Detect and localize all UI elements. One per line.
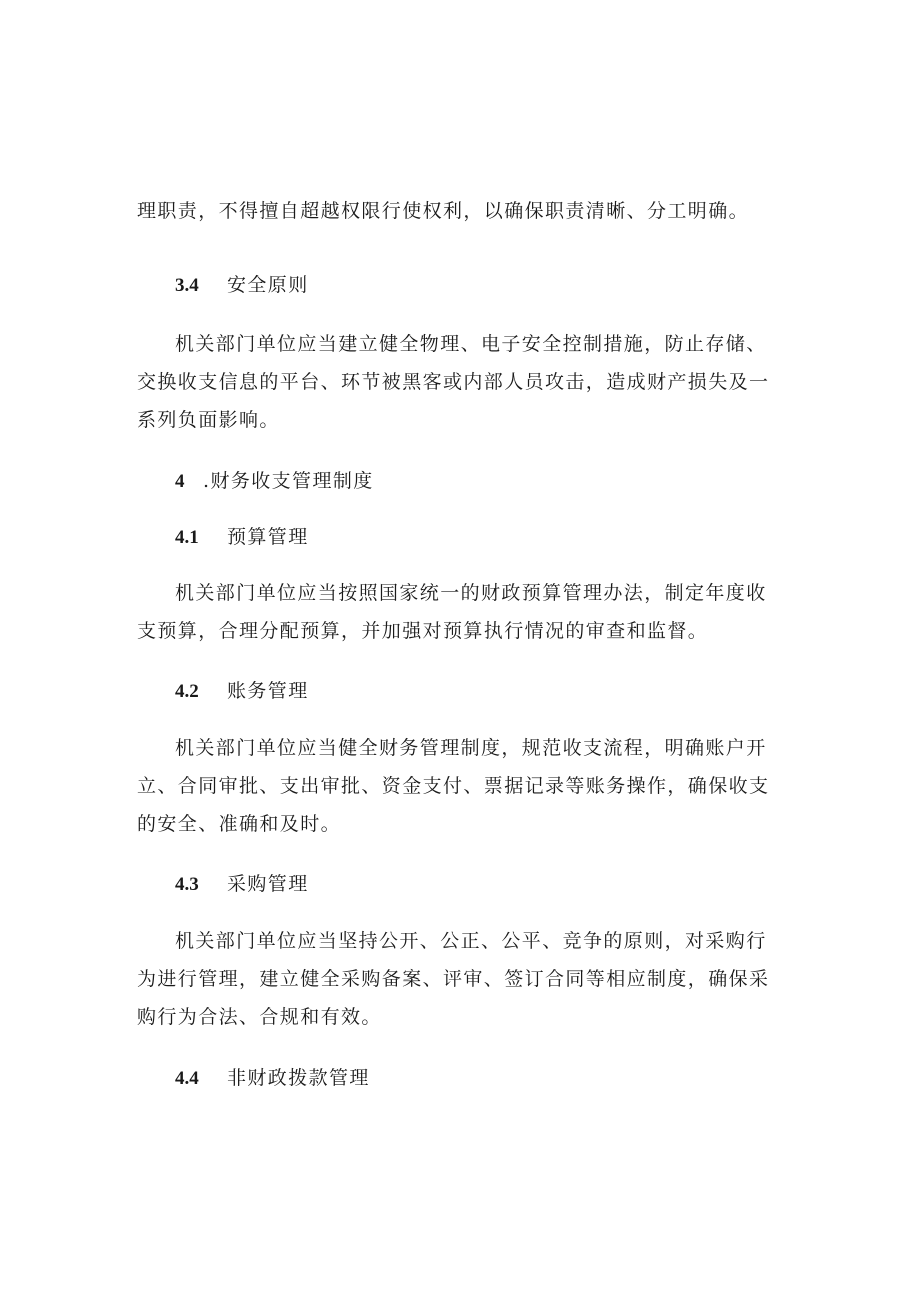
heading-number: 4 (175, 471, 185, 492)
heading-4 (175, 466, 374, 497)
heading-4-4 (175, 1063, 370, 1094)
heading-4-3 (175, 869, 309, 900)
heading-number: 4.4 (175, 1068, 199, 1089)
heading-title: 采购管理 (227, 873, 309, 895)
paragraph-procurement-management: 机关部门单位应当坚持公开、公正、公平、竞争的原则，对采购行为进行管理，建立健全采购备案、评审、签订合同等相应制度，确保采购行为合法、合规和有效。 (137, 930, 770, 1028)
heading-number: 4.1 (175, 527, 199, 548)
paragraph-continuation: 理职责，不得擅自超越权限行使权利，以确保职责清晰、分工明确。 (137, 200, 750, 222)
paragraph-budget-management: 机关部门单位应当按照国家统一的财政预算管理办法，制定年度收支预算，合理分配预算，并加强对预算执行情况的审查和监督。 (137, 582, 767, 642)
heading-3-4 (175, 270, 309, 301)
heading-title: 非财政拨款管理 (227, 1067, 370, 1089)
heading-number: 3.4 (175, 275, 199, 296)
heading-number: 4.2 (175, 681, 199, 702)
heading-title: .财务收支管理制度 (203, 470, 374, 492)
heading-title: 账务管理 (227, 680, 309, 702)
heading-4-1 (175, 522, 309, 553)
heading-title: 安全原则 (227, 274, 309, 296)
heading-4-2 (175, 676, 309, 707)
paragraph-safety-principle: 机关部门单位应当建立健全物理、电子安全控制措施，防止存储、交换收支信息的平台、环节被黑客或内部人员攻击，造成财产损失及一系列负面影响。 (137, 333, 770, 431)
heading-title: 预算管理 (227, 526, 309, 548)
heading-number: 4.3 (175, 874, 199, 895)
paragraph-accounting-management: 机关部门单位应当健全财务管理制度，规范收支流程，明确账户开立、合同审批、支出审批、资金支付、票据记录等账务操作，确保收支的安全、准确和及时。 (137, 737, 770, 835)
